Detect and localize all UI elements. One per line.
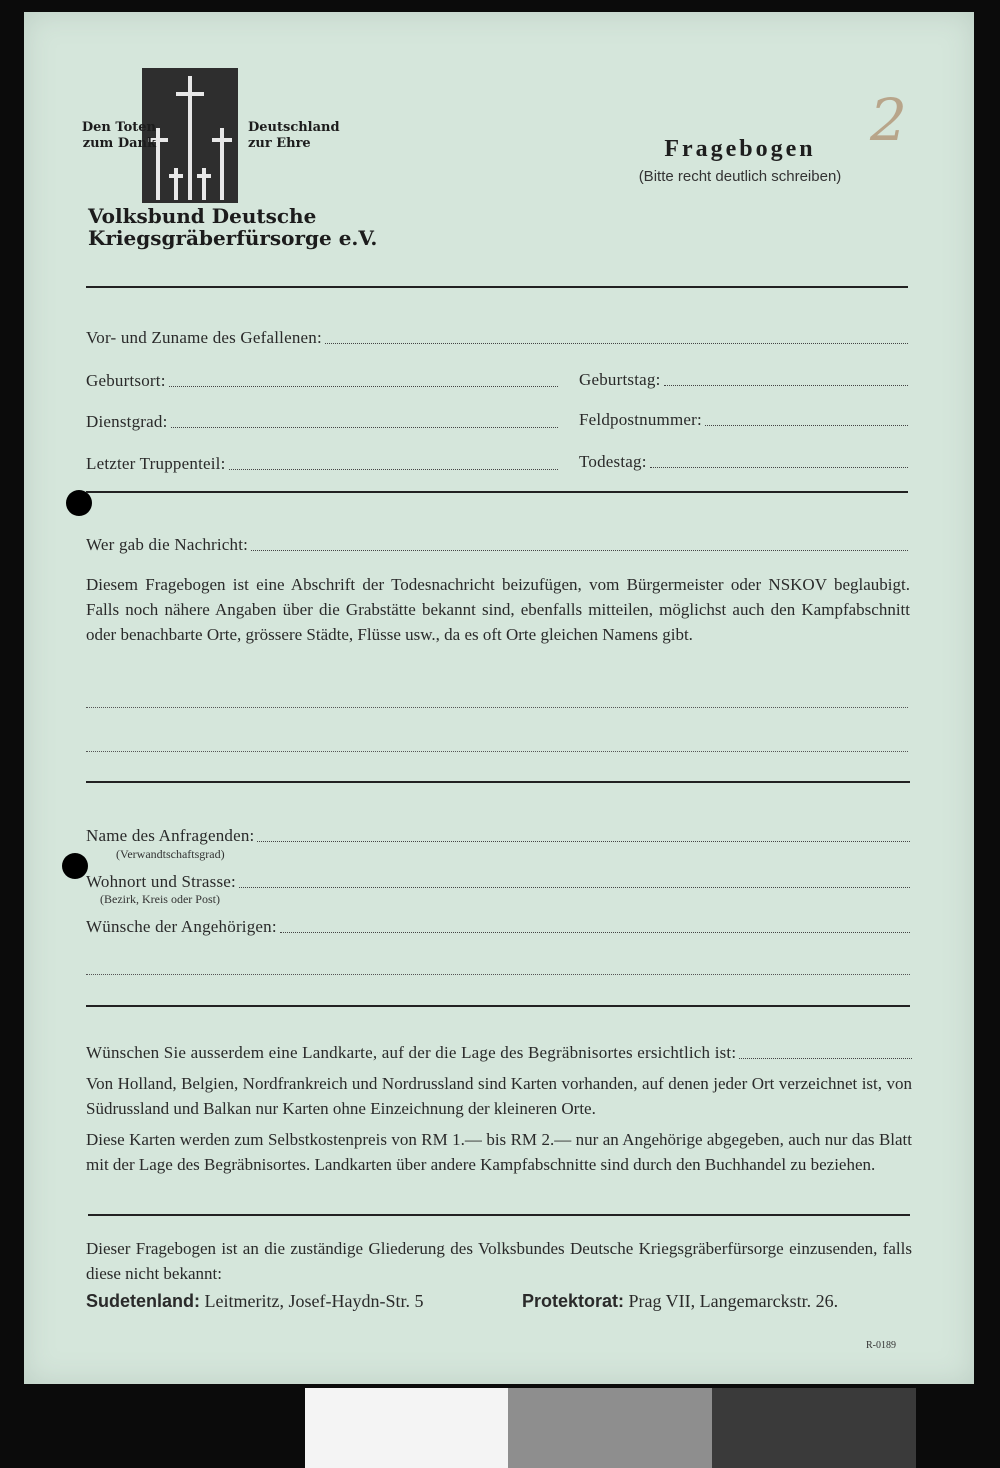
field-name-line bbox=[325, 342, 908, 344]
field-geburtsort[interactable] bbox=[86, 371, 558, 391]
logo-left-text bbox=[60, 120, 156, 152]
field-wuensche-label: Wünsche der Angehörigen: bbox=[86, 917, 277, 936]
field-todestag-line bbox=[650, 466, 908, 468]
field-name[interactable] bbox=[86, 328, 908, 348]
logo-left-line-1: Den Toten bbox=[81, 120, 156, 135]
field-dienstgrad[interactable] bbox=[86, 412, 558, 432]
field-feldpost-line bbox=[705, 424, 908, 426]
logo-org-name bbox=[88, 205, 377, 249]
divider-5 bbox=[88, 1214, 910, 1216]
field-nachricht-label: Wer gab die Nachricht: bbox=[86, 535, 249, 554]
field-anfragender[interactable] bbox=[86, 826, 910, 846]
field-geburtstag-line bbox=[664, 384, 908, 386]
field-nachricht-line bbox=[251, 549, 908, 551]
logo-cross-box bbox=[142, 68, 238, 203]
punch-hole-top bbox=[66, 490, 92, 516]
field-anfragender-label: Name des Anfragenden: bbox=[86, 826, 255, 845]
logo-right-text bbox=[248, 120, 358, 152]
logo-right-line-2: zur Ehre bbox=[248, 136, 311, 151]
field-landkarte-label: Wünschen Sie ausserdem eine Landkarte, auf der die Lage des Begräbnisortes ersichtlich ist: bbox=[86, 1043, 737, 1062]
field-geburtstag-label: Geburtstag: bbox=[579, 370, 661, 389]
submission-paragraph: Dieser Fragebogen ist an die zuständige Gliederung des Volksbundes Deutsche Kriegsgräberfürsorge einzusenden, falls diese nicht bekannt: bbox=[86, 1239, 912, 1283]
punch-hole-bottom bbox=[62, 853, 88, 879]
blank-line-2[interactable] bbox=[86, 750, 908, 752]
field-todestag-label: Todestag: bbox=[579, 452, 647, 471]
address-protektorat bbox=[522, 1291, 838, 1312]
field-geburtsort-label: Geburtsort: bbox=[86, 371, 166, 390]
blank-line-1[interactable] bbox=[86, 706, 908, 708]
blank-line-3[interactable] bbox=[86, 973, 910, 975]
field-wohnort[interactable] bbox=[86, 872, 910, 892]
color-strip-dark bbox=[712, 1388, 916, 1468]
logo-org-line-1: Volksbund Deutsche bbox=[88, 204, 317, 228]
field-todestag[interactable] bbox=[579, 452, 908, 472]
logo-left-line-2: zum Dank bbox=[82, 136, 156, 151]
field-feldpost-label: Feldpostnummer: bbox=[579, 410, 702, 429]
three-crosses-icon bbox=[142, 68, 238, 203]
divider-2 bbox=[86, 491, 908, 493]
divider-1 bbox=[86, 286, 908, 288]
field-anfragender-line bbox=[257, 840, 910, 842]
sudetenland-address: Leitmeritz, Josef-Haydn-Str. 5 bbox=[204, 1291, 424, 1311]
field-wohnort-label: Wohnort und Strasse: bbox=[86, 872, 236, 891]
address-sudetenland bbox=[86, 1291, 423, 1312]
sudetenland-label: Sudetenland: bbox=[86, 1291, 201, 1311]
maps-price-paragraph: Diese Karten werden zum Selbstkostenpreis von RM 1.— bis RM 2.— nur an Angehörige abgegeben, auch nur das Blatt mit der Lage des Begräbnisortes. Landkarten über andere Kampfabschnitte sind durch den Buchhandel zu beziehen. bbox=[86, 1130, 912, 1174]
color-strip-gray bbox=[508, 1388, 712, 1468]
field-wuensche-line bbox=[280, 931, 910, 933]
field-feldpost[interactable] bbox=[579, 410, 908, 430]
form-subtitle: (Bitte recht deutlich schreiben) bbox=[638, 168, 842, 185]
protektorat-address: Prag VII, Langemarckstr. 26. bbox=[628, 1291, 839, 1311]
field-landkarte[interactable] bbox=[86, 1043, 912, 1063]
field-geburtstag[interactable] bbox=[579, 370, 908, 390]
field-landkarte-line bbox=[739, 1057, 912, 1059]
divider-4 bbox=[86, 1005, 910, 1007]
field-wuensche[interactable] bbox=[86, 917, 910, 937]
field-truppenteil-line bbox=[229, 468, 558, 470]
logo-right-line-1: Deutschland bbox=[248, 120, 340, 135]
anfragender-note: (Verwandtschaftsgrad) bbox=[116, 847, 225, 861]
logo-org-line-2: Kriegsgräberfürsorge e.V. bbox=[88, 226, 378, 250]
wohnort-note: (Bezirk, Kreis oder Post) bbox=[100, 892, 220, 906]
handwritten-number: 2 bbox=[870, 86, 907, 154]
maps-available-paragraph: Von Holland, Belgien, Nordfrankreich und Nordrussland sind Karten vorhanden, auf denen jeder Ort verzeichnet ist, von Südrussland und Balkan nur Karten ohne Einzeichnung der kleineren Orte. bbox=[86, 1074, 912, 1118]
field-name-label: Vor- und Zuname des Gefallenen: bbox=[86, 328, 322, 347]
field-truppenteil[interactable] bbox=[86, 454, 558, 474]
field-truppenteil-label: Letzter Truppenteil: bbox=[86, 454, 226, 473]
instructions-paragraph: Diesem Fragebogen ist eine Abschrift der Todesnachricht beizufügen, vom Bürgermeister oder NSKOV beglaubigt. Falls noch nähere Angaben über die Grabstätte bekannt sind, ebenfalls mitteilen, möglichst auch den Kampfabschnitt oder benachbarte Orte, grössere Städte, Flüsse usw., da es oft Orte gleichen Namens gibt. bbox=[86, 575, 910, 644]
divider-3 bbox=[86, 781, 910, 783]
color-strip-white bbox=[305, 1388, 508, 1468]
form-title: Fragebogen bbox=[664, 136, 816, 162]
field-dienstgrad-label: Dienstgrad: bbox=[86, 412, 168, 431]
field-geburtsort-line bbox=[169, 385, 558, 387]
protektorat-label: Protektorat: bbox=[522, 1291, 625, 1311]
form-code: R-0189 bbox=[866, 1340, 896, 1351]
field-wohnort-line bbox=[239, 886, 910, 888]
field-nachricht[interactable] bbox=[86, 535, 908, 555]
field-dienstgrad-line bbox=[171, 426, 558, 428]
